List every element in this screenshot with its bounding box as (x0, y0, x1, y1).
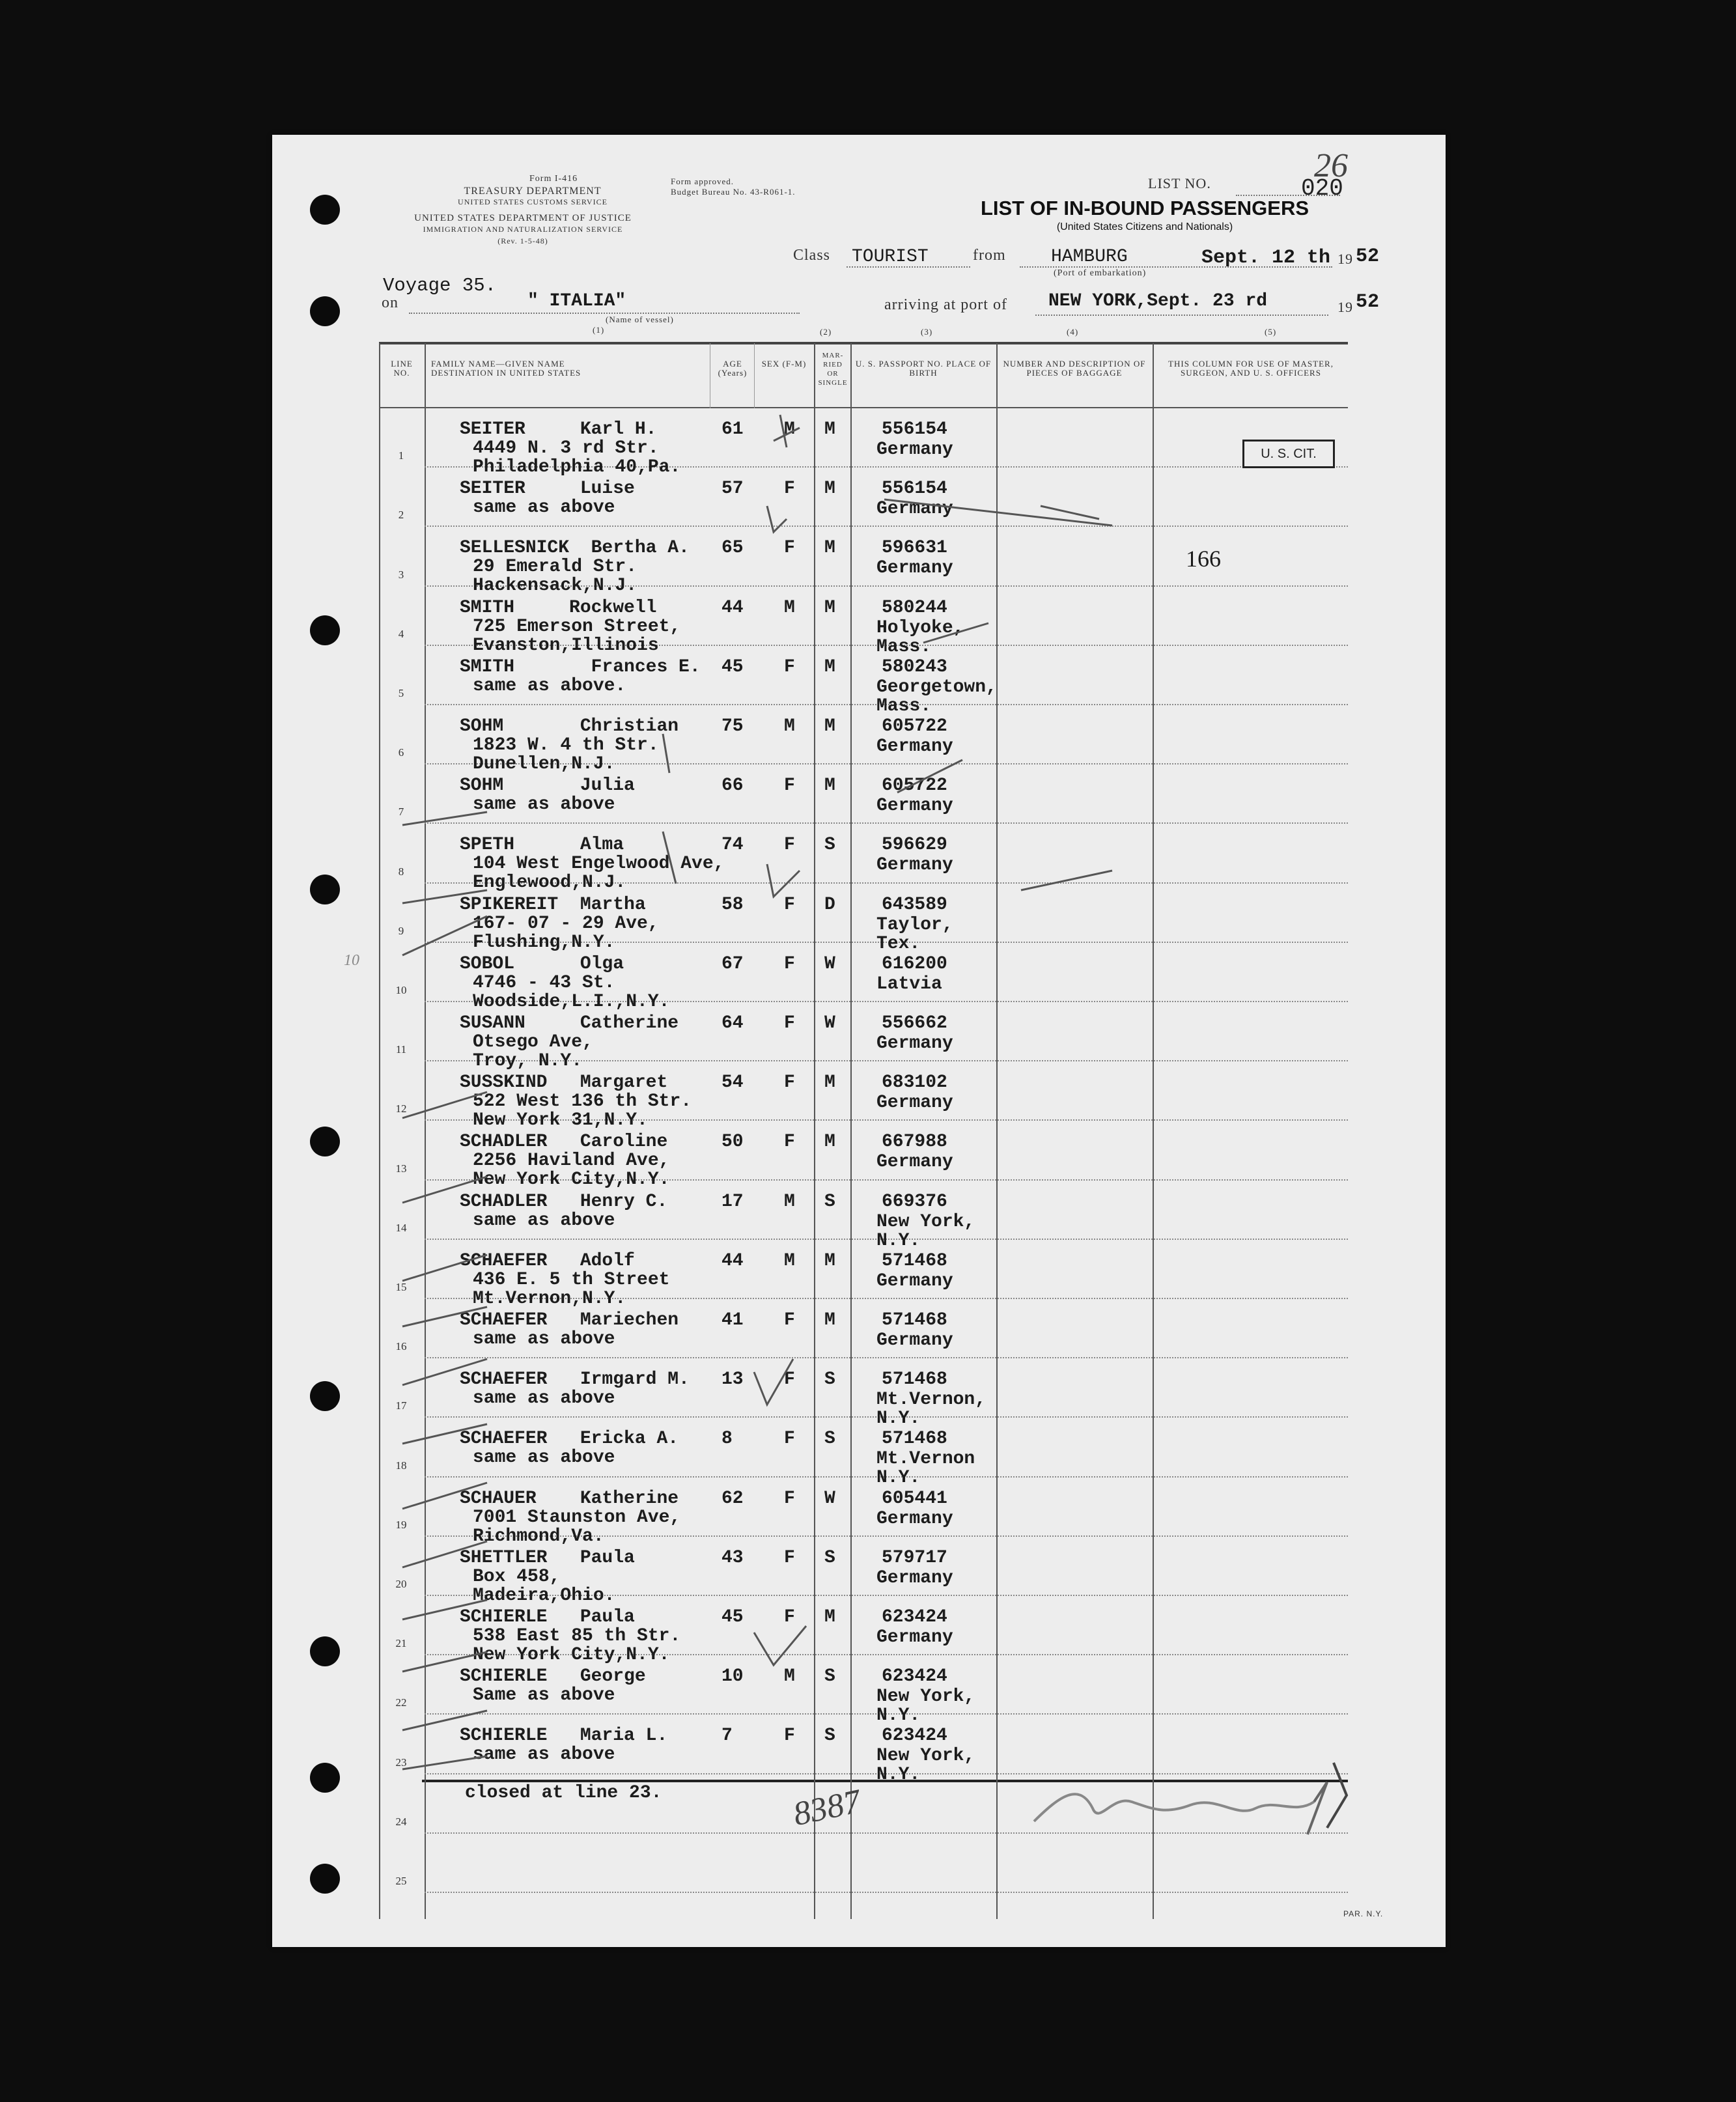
budget-bureau: Budget Bureau No. 43-R061-1. (671, 187, 796, 197)
passenger-marital-status: M (824, 1607, 835, 1627)
line-number: 18 (395, 1459, 407, 1472)
treasury-dept: TREASURY DEPARTMENT (464, 186, 602, 197)
passenger-destination: 538 East 85 th Str. New York City,N.Y. (473, 1626, 681, 1665)
line-number: 6 (398, 746, 404, 759)
passenger-destination: 725 Emerson Street, Evanston,Illinois (473, 616, 681, 656)
place-of-birth: Germany (876, 855, 953, 876)
class-label: Class (793, 247, 831, 264)
passenger-destination: 104 West Engelwood Ave, Englewood,N.J. (473, 854, 725, 893)
passport-number: 623424 (882, 1607, 947, 1627)
list-no-label: LIST NO. (1148, 175, 1211, 191)
place-of-birth: New York, N.Y. (876, 1687, 975, 1726)
passenger-marital-status: W (824, 1488, 835, 1509)
passenger-sex: F (784, 1132, 795, 1153)
passenger-destination: 4449 N. 3 rd Str. Philadelphia 40,Pa. (473, 438, 681, 477)
passenger-sex: M (784, 716, 795, 736)
line-number: 12 (395, 1102, 407, 1115)
place-of-birth: Germany (876, 499, 953, 520)
passenger-destination: Box 458, Madeira,Ohio. (473, 1566, 615, 1606)
passenger-sex: M (784, 597, 795, 618)
place-of-birth: Georgetown, Mass. (876, 677, 997, 716)
passenger-destination: same as above (473, 1388, 615, 1409)
passenger-destination: same as above (473, 794, 615, 815)
place-of-birth: Germany (876, 1627, 953, 1647)
line-number: 22 (395, 1696, 407, 1709)
line-number: 24 (395, 1815, 407, 1828)
vessel-name: " ITALIA" (527, 291, 626, 311)
passenger-age: 13 (721, 1369, 744, 1390)
passenger-marital-status: M (824, 716, 835, 736)
passenger-destination: 7001 Staunston Ave, Richmond,Va. (473, 1507, 681, 1547)
passenger-sex: M (784, 1191, 795, 1212)
from-value: HAMBURG (1051, 247, 1128, 267)
passenger-name: SMITH Rockwell (460, 597, 657, 618)
place-of-birth: Mt.Vernon, N.Y. (876, 1390, 987, 1429)
arrival-year-prefix: 19 (1337, 299, 1353, 315)
passenger-marital-status: S (824, 1547, 835, 1568)
passport-number: 556154 (882, 479, 947, 499)
line-number: 8 (398, 865, 404, 878)
passport-number: 571468 (882, 1250, 947, 1271)
line-number: 2 (398, 509, 404, 522)
passport-number: 623424 (882, 1726, 947, 1746)
passport-number: 556662 (882, 1013, 947, 1033)
depart-year-prefix: 19 (1337, 251, 1353, 267)
on-label: on (382, 294, 399, 311)
passenger-age: 67 (721, 953, 744, 974)
passenger-age: 62 (721, 1488, 744, 1509)
line-number: 19 (395, 1518, 407, 1531)
passenger-name: SOHM Christian (460, 716, 679, 736)
header-sex: SEX (F-M) (761, 359, 807, 369)
passenger-destination: same as above (473, 1448, 615, 1468)
passenger-sex: F (784, 1310, 795, 1330)
line-number: 20 (395, 1578, 407, 1590)
passenger-name: SPIKEREIT Martha (460, 894, 646, 915)
passenger-age: 44 (721, 597, 744, 618)
passenger-sex: F (784, 894, 795, 915)
header-passport: U. S. PASSPORT NO. PLACE OF BIRTH (855, 359, 992, 378)
place-of-birth: Holyoke, Mass. (876, 617, 964, 657)
passenger-marital-status: D (824, 894, 835, 915)
passenger-destination: 2256 Haviland Ave, New York City,N.Y. (473, 1151, 670, 1190)
passenger-destination: 167- 07 - 29 Ave, Flushing,N.Y. (473, 913, 659, 953)
header-age: AGE (Years) (718, 359, 748, 378)
passenger-marital-status: M (824, 1132, 835, 1153)
passenger-age: 8 (721, 1429, 733, 1450)
form-number: Form I-416 (529, 174, 578, 184)
line-number: 15 (395, 1281, 407, 1293)
passport-number: 571468 (882, 1429, 947, 1450)
passport-number: 605722 (882, 716, 947, 736)
passenger-sex: F (784, 479, 795, 499)
passenger-destination: Otsego Ave, Troy, N.Y. (473, 1032, 593, 1071)
passenger-age: 54 (721, 1072, 744, 1093)
place-of-birth: Germany (876, 1093, 953, 1114)
passenger-name: SCHAEFER Mariechen (460, 1310, 679, 1330)
passenger-marital-status: M (824, 419, 835, 440)
line-number: 7 (398, 806, 404, 819)
passenger-name: SCHAUER Katherine (460, 1488, 679, 1509)
passenger-age: 44 (721, 1250, 744, 1271)
passenger-sex: F (784, 656, 795, 677)
margin-handwritten-10: 10 (344, 952, 359, 969)
passenger-marital-status: S (824, 1191, 835, 1212)
customs-service: UNITED STATES CUSTOMS SERVICE (458, 197, 608, 206)
line-number: 5 (398, 687, 404, 699)
header-married: MAR-RIED OR SINGLE (818, 352, 848, 387)
passenger-age: 65 (721, 538, 744, 559)
passenger-name: SELLESNICK Bertha A. (460, 538, 690, 559)
passport-number: 667988 (882, 1132, 947, 1153)
passenger-age: 41 (721, 1310, 744, 1330)
col-num-4: (4) (1067, 327, 1079, 337)
passenger-marital-status: M (824, 538, 835, 559)
vessel-caption: (Name of vessel) (606, 315, 674, 324)
passenger-destination: same as above. (473, 675, 626, 696)
arrival-port-date: NEW YORK,Sept. 23 rd (1048, 291, 1268, 311)
passenger-name: SCHADLER Caroline (460, 1132, 668, 1153)
voyage-number: Voyage 35. (383, 275, 497, 296)
col-num-1: (1) (593, 325, 605, 335)
arriving-label: arriving at port of (884, 296, 1007, 313)
passenger-age: 66 (721, 776, 744, 796)
passport-number: 669376 (882, 1191, 947, 1212)
passport-number: 605441 (882, 1488, 947, 1509)
passenger-marital-status: W (824, 1013, 835, 1033)
place-of-birth: New York, N.Y. (876, 1211, 975, 1251)
passenger-name: SCHADLER Henry C. (460, 1191, 668, 1212)
place-of-birth: Germany (876, 1033, 953, 1054)
passenger-destination: 522 West 136 th Str. New York 31,N.Y. (473, 1091, 692, 1131)
passenger-age: 17 (721, 1191, 744, 1212)
passenger-marital-status: M (824, 597, 835, 618)
passenger-destination: 1823 W. 4 th Str. Dunellen,N.J. (473, 735, 659, 774)
passenger-name: SPETH Alma (460, 835, 624, 856)
passenger-name: SCHIERLE Maria L. (460, 1726, 668, 1746)
passenger-destination: same as above (473, 1329, 615, 1349)
header-name: FAMILY NAME—GIVEN NAME DESTINATION IN UNITED STATES (431, 359, 581, 378)
passenger-sex: F (784, 1013, 795, 1033)
passenger-destination: 436 E. 5 th Street Mt.Vernon,N.Y. (473, 1269, 670, 1309)
passenger-age: 58 (721, 894, 744, 915)
passenger-marital-status: S (824, 1429, 835, 1450)
form-approved: Form approved. (671, 176, 735, 186)
place-of-birth: Taylor, Tex. (876, 914, 953, 954)
passenger-sex: F (784, 1607, 795, 1627)
header-baggage: NUMBER AND DESCRIPTION OF PIECES OF BAGGAGE (1003, 359, 1146, 378)
page-subtitle: (United States Citizens and Nationals) (1056, 221, 1233, 232)
passenger-sex: F (784, 953, 795, 974)
manifest-sheet (272, 135, 1446, 1947)
line-number: 16 (395, 1340, 407, 1353)
from-label: from (973, 247, 1006, 264)
list-no-value: 020 (1301, 175, 1343, 202)
place-of-birth: Germany (876, 736, 953, 757)
passenger-sex: F (784, 776, 795, 796)
place-of-birth: Germany (876, 796, 953, 817)
passport-number: 596631 (882, 538, 947, 559)
passenger-name: SHETTLER Paula (460, 1547, 635, 1568)
passenger-age: 10 (721, 1666, 744, 1687)
passport-number: 556154 (882, 419, 947, 440)
passenger-age: 7 (721, 1726, 733, 1746)
line-number: 23 (395, 1756, 407, 1769)
line-number: 17 (395, 1399, 407, 1412)
passenger-sex: F (784, 1369, 795, 1390)
passenger-name: SUSSKIND Margaret (460, 1072, 668, 1093)
passenger-destination: Same as above (473, 1685, 615, 1706)
passenger-name: SCHAEFER Ericka A. (460, 1429, 679, 1450)
col-num-3: (3) (921, 327, 933, 337)
passport-number: 580244 (882, 597, 947, 618)
place-of-birth: Germany (876, 1508, 953, 1529)
ins: IMMIGRATION AND NATURALIZATION SERVICE (423, 225, 623, 234)
passenger-age: 74 (721, 835, 744, 856)
page-title: LIST OF IN-BOUND PASSENGERS (980, 197, 1309, 219)
passenger-marital-status: M (824, 1310, 835, 1330)
passenger-sex: F (784, 1072, 795, 1093)
line-number: 10 (395, 984, 407, 996)
passenger-sex: F (784, 835, 795, 856)
passenger-age: 43 (721, 1547, 744, 1568)
line-number: 11 (395, 1043, 407, 1056)
us-citizen-stamp: U. S. CIT. (1242, 440, 1335, 468)
passenger-age: 45 (721, 1607, 744, 1627)
passport-number: 571468 (882, 1310, 947, 1330)
port-caption: (Port of embarkation) (1054, 268, 1147, 278)
passenger-name: SEITER Luise (460, 479, 635, 499)
passenger-marital-status: M (824, 1072, 835, 1093)
passenger-marital-status: M (824, 776, 835, 796)
class-value: TOURIST (852, 247, 929, 267)
depart-date: Sept. 12 th (1201, 247, 1331, 269)
passenger-name: SEITER Karl H. (460, 419, 657, 440)
passenger-marital-status: M (824, 479, 835, 499)
passenger-marital-status: W (824, 953, 835, 974)
passenger-destination: 29 Emerald Str. Hackensack,N.J. (473, 557, 637, 596)
passport-number: 683102 (882, 1072, 947, 1093)
passport-number: 623424 (882, 1666, 947, 1687)
line-number: 9 (398, 924, 404, 937)
place-of-birth: Germany (876, 1567, 953, 1588)
line-number: 14 (395, 1221, 407, 1234)
passenger-destination: same as above (473, 1210, 615, 1231)
printer-mark: PAR. N.Y. (1343, 1909, 1384, 1918)
passenger-sex: F (784, 1726, 795, 1746)
place-of-birth: Latvia (876, 974, 942, 994)
passenger-sex: M (784, 1250, 795, 1271)
passenger-name: SCHIERLE Paula (460, 1607, 635, 1627)
line-number: 13 (395, 1162, 407, 1175)
depart-year: 52 (1356, 245, 1380, 268)
passenger-name: SUSANN Catherine (460, 1013, 679, 1033)
list-no-handwritten: 26 (1314, 147, 1348, 184)
passport-number: 596629 (882, 835, 947, 856)
passenger-marital-status: M (824, 656, 835, 677)
passenger-sex: M (784, 419, 795, 440)
passenger-marital-status: S (824, 1369, 835, 1390)
passenger-name: SCHAEFER Adolf (460, 1250, 635, 1271)
passenger-marital-status: M (824, 1250, 835, 1271)
passenger-age: 61 (721, 419, 744, 440)
header-officers: THIS COLUMN FOR USE OF MASTER, SURGEON, AND U. S. OFFICERS (1168, 359, 1334, 378)
place-of-birth: Mt.Vernon N.Y. (876, 1449, 975, 1489)
passenger-age: 57 (721, 479, 744, 499)
handwritten-note: 8387 (790, 1782, 864, 1834)
passenger-sex: F (784, 538, 795, 559)
header-line-no: LINE NO. (391, 359, 413, 378)
place-of-birth: Germany (876, 1152, 953, 1173)
passport-number: 571468 (882, 1369, 947, 1390)
line-number: 4 (398, 627, 404, 640)
place-of-birth: Germany (876, 440, 953, 460)
passenger-sex: F (784, 1488, 795, 1509)
place-of-birth: Germany (876, 1330, 953, 1351)
passenger-sex: F (784, 1547, 795, 1568)
passport-number: 605722 (882, 776, 947, 796)
place-of-birth: New York, N.Y. (876, 1746, 975, 1786)
line-number: 3 (398, 568, 404, 581)
margin-number: 166 (1186, 546, 1221, 572)
form-revision: (Rev. 1-5-48) (497, 236, 548, 245)
justice-dept: UNITED STATES DEPARTMENT OF JUSTICE (414, 213, 632, 223)
passenger-sex: F (784, 1429, 795, 1450)
passenger-age: 50 (721, 1132, 744, 1153)
passport-number: 579717 (882, 1547, 947, 1568)
line-number: 25 (395, 1875, 407, 1887)
passenger-name: SOBOL Olga (460, 953, 624, 974)
line-number: 1 (398, 449, 404, 462)
pencil-check-marks (272, 135, 1446, 1947)
line-number: 21 (395, 1637, 407, 1650)
closing-note: closed at line 23. (465, 1783, 662, 1803)
col-num-5: (5) (1265, 327, 1277, 337)
passenger-age: 45 (721, 656, 744, 677)
passenger-destination: same as above (473, 1745, 615, 1765)
passenger-marital-status: S (824, 1666, 835, 1687)
passport-number: 643589 (882, 894, 947, 915)
passenger-name: SCHIERLE George (460, 1666, 646, 1687)
passenger-marital-status: S (824, 835, 835, 856)
col-num-2: (2) (820, 327, 832, 337)
arrival-year: 52 (1356, 291, 1380, 313)
passenger-name: SOHM Julia (460, 776, 635, 796)
passenger-name: SMITH Frances E. (460, 656, 701, 677)
passenger-sex: M (784, 1666, 795, 1687)
place-of-birth: Germany (876, 1270, 953, 1291)
passport-number: 580243 (882, 656, 947, 677)
passenger-destination: same as above (473, 497, 615, 518)
passenger-age: 64 (721, 1013, 744, 1033)
place-of-birth: Germany (876, 558, 953, 579)
passenger-destination: 4746 - 43 St. Woodside,L.I.,N.Y. (473, 972, 670, 1012)
passenger-marital-status: S (824, 1726, 835, 1746)
passport-number: 616200 (882, 953, 947, 974)
passenger-name: SCHAEFER Irmgard M. (460, 1369, 690, 1390)
passenger-age: 75 (721, 716, 744, 736)
